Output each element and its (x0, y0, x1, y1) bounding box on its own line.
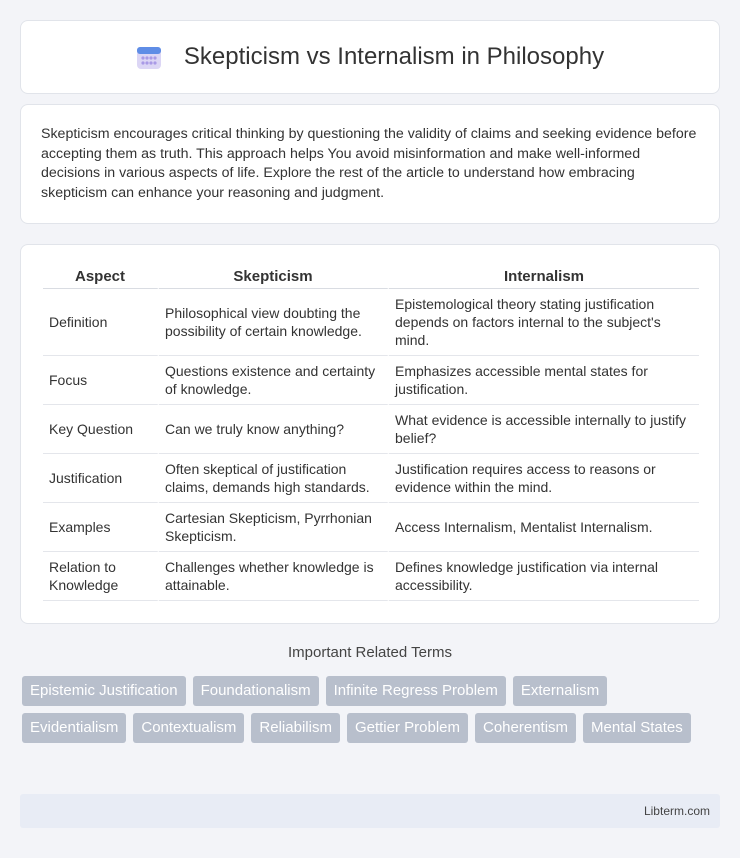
header-internalism: Internalism (389, 265, 699, 289)
tag-reliabilism[interactable]: Reliabilism (251, 713, 340, 743)
tag-epistemic-justification[interactable]: Epistemic Justification (22, 676, 186, 706)
tag-externalism[interactable]: Externalism (513, 676, 607, 706)
table-row (43, 454, 699, 503)
calendar-icon (136, 44, 162, 70)
table-row (43, 503, 699, 552)
related-terms-list (22, 676, 722, 750)
tag-infinite-regress-problem[interactable]: Infinite Regress Problem (326, 676, 506, 706)
table-cell: Definition (43, 289, 159, 356)
table-cell: What evidence is accessible internally to justify belief? (389, 405, 699, 454)
table-cell: Questions existence and certainty of knowledge. (159, 356, 389, 405)
table-cell: Challenges whether knowledge is attainable. (159, 552, 389, 601)
table-row (43, 405, 699, 454)
tag-foundationalism[interactable]: Foundationalism (193, 676, 319, 706)
comparison-card (20, 244, 720, 624)
table-cell: Justification (43, 454, 159, 503)
table-row (43, 356, 699, 405)
table-cell: Epistemological theory stating justification depends on factors internal to the subject's mind. (389, 289, 699, 356)
table-cell: Often skeptical of justification claims, demands high standards. (159, 454, 389, 503)
table-row (43, 289, 699, 356)
header-skepticism: Skepticism (159, 265, 389, 289)
intro-text: Skepticism encourages critical thinking by questioning the validity of claims and seeking evidence before accepting them as truth. This approach helps You avoid misinformation and make well-informed decisions in various aspects of life. Explore the rest of the article to understand how embracing skepticism can enhance your reasoning and judgment. (41, 126, 697, 201)
footer (20, 794, 720, 828)
tag-mental-states[interactable]: Mental States (583, 713, 691, 743)
page-title: Skepticism vs Internalism in Philosophy (183, 43, 605, 70)
table-cell: Examples (43, 503, 159, 552)
table-cell: Can we truly know anything? (159, 405, 389, 454)
table-cell: Access Internalism, Mentalist Internalism. (389, 503, 699, 552)
table-cell: Philosophical view doubting the possibility of certain knowledge. (159, 289, 389, 356)
table-cell: Cartesian Skepticism, Pyrrhonian Skepticism. (159, 503, 389, 552)
table-cell: Relation to Knowledge (43, 552, 159, 601)
footer-site-link[interactable]: Libterm.com (643, 804, 710, 818)
header-aspect: Aspect (43, 265, 159, 289)
table-cell: Justification requires access to reasons or evidence within the mind. (389, 454, 699, 503)
comparison-table (43, 265, 699, 601)
tag-contextualism[interactable]: Contextualism (133, 713, 244, 743)
related-terms-heading: Important Related Terms (288, 644, 452, 661)
tag-evidentialism[interactable]: Evidentialism (22, 713, 126, 743)
table-row (43, 552, 699, 601)
table-cell: Defines knowledge justification via internal accessibility. (389, 552, 699, 601)
table-cell: Emphasizes accessible mental states for justification. (389, 356, 699, 405)
table-header-row (43, 265, 699, 289)
table-cell: Focus (43, 356, 159, 405)
tag-gettier-problem[interactable]: Gettier Problem (347, 713, 468, 743)
tag-coherentism[interactable]: Coherentism (475, 713, 576, 743)
table-cell: Key Question (43, 405, 159, 454)
title-card (20, 20, 720, 94)
intro-card (20, 104, 720, 224)
